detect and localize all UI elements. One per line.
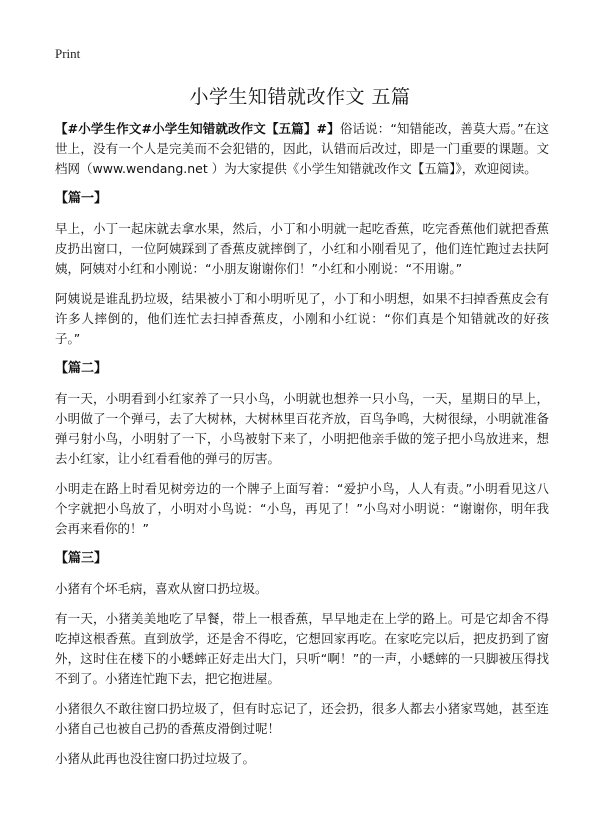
section-1-paragraph-1: 早上，小丁一起床就去拿水果，然后，小丁和小明就一起吃香蕉，吃完香蕉他们就把香蕉皮扔出窗口，一位阿姨踩到了香蕉皮就摔倒了，小红和小刚看见了，他们连忙跑过去扶阿姨，阿姨对小红和小刚说：“小朋友谢谢你们！”小红和小刚说：“不用谢。” — [55, 221, 549, 276]
intro-paragraph — [55, 119, 549, 179]
section-heading-3: 【篇三】 — [55, 551, 108, 566]
section-3-paragraph-3: 小猪很久不敢往窗口扔垃圾了，但有时忘记了，还会扔，很多人都去小猪家骂她，甚至连小猪自己也被自己扔的香蕉皮滑倒过呢！ — [55, 701, 549, 736]
section-2-paragraph-2: 小明走在路上时看见树旁边的一个牌子上面写着：“爱护小鸟，人人有责。”小明看见这八个字就把小鸟放了，小明对小鸟说：“小鸟，再见了！”小鸟对小明说：“谢谢你，明年我会再来看你的！” — [55, 481, 549, 536]
intro-text: 俗话说：“知错能改，善莫大焉。”在这世上，没有一个人是完美而不会犯错的，因此，认错而后改过，即是一门重要的课题。文档网（www.wendang.net ）为大家提供《小学生知错就改作文【五篇】》，欢迎阅读。 — [55, 121, 550, 176]
section-3-paragraph-4: 小猪从此再也没往窗口扔过垃圾了。 — [55, 751, 256, 766]
section-heading-2: 【篇二】 — [55, 361, 108, 376]
section-heading-1: 【篇一】 — [55, 191, 108, 206]
print-label: Print — [55, 46, 81, 61]
section-3-paragraph-1: 小猪有个坏毛病，喜欢从窗口扔垃圾。 — [55, 581, 268, 596]
page-title: 小学生知错就改作文 五篇 — [189, 86, 411, 108]
section-2-paragraph-1: 有一天，小明看到小红家养了一只小鸟，小明就也想养一只小鸟，一天，星期日的早上，小明做了一个弹弓，去了大树林，大树林里百花齐放，百鸟争鸣，大树很绿，小明就准备弹弓射小鸟，小明射了一下，小鸟被射下来了，小明把他亲手做的笼子把小鸟放进来，想去小红家，让小红看看他的弹弓的厉害。 — [55, 391, 549, 466]
article-body — [55, 119, 549, 779]
section-1-paragraph-2: 阿姨说是谁乱扔垃圾，结果被小丁和小明听见了，小丁和小明想，如果不扫掉香蕉皮会有许多人摔倒的，他们连忙去扫掉香蕉皮，小刚和小红说：“你们真是个知错就改的好孩子。” — [55, 291, 549, 346]
intro-heading: 【#小学生作文#小学生知错就改作文【五篇】#】 — [55, 121, 340, 136]
section-3-paragraph-2: 有一天，小猪美美地吃了早餐，带上一根香蕉，早早地走在上学的路上。可是它却舍不得吃掉这根香蕉。直到放学，还是舍不得吃，它想回家再吃。在家吃完以后，把皮扔到了窗外，这时住在楼下的小蟋蟀正好走出大门，只听“啊！”的一声，小蟋蟀的一只脚被压得找不到了。小猪连忙跑下去，把它抱进屋。 — [55, 611, 549, 686]
